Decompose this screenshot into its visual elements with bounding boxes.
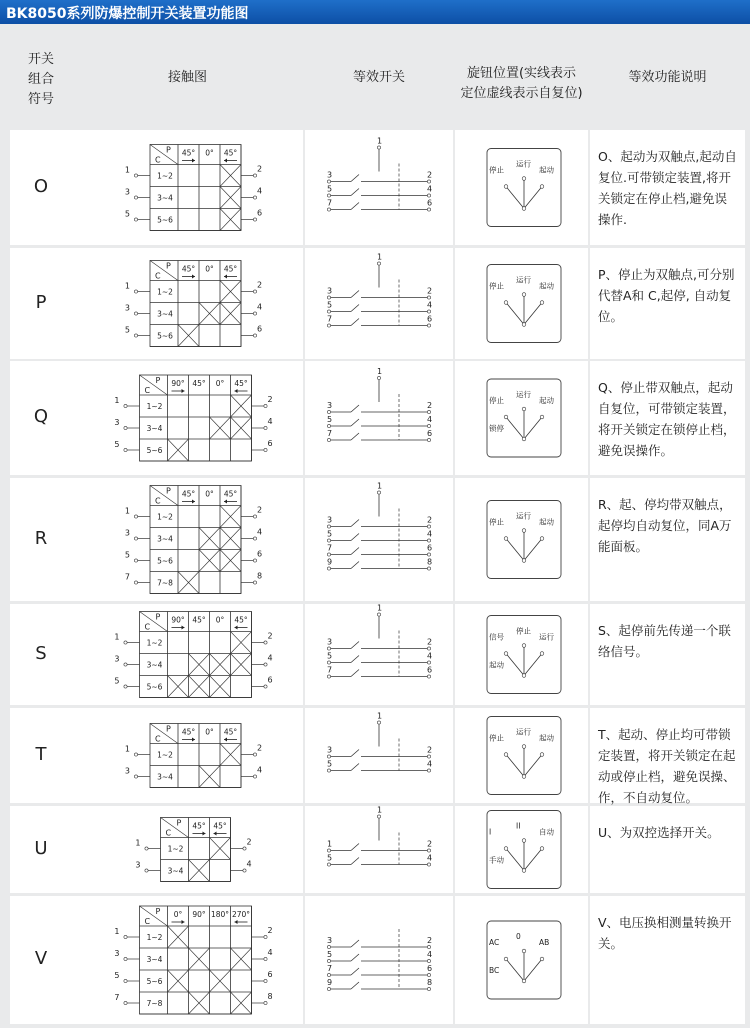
terminal-number: 4	[427, 853, 433, 863]
knob-label: 起动	[539, 165, 554, 175]
terminal-number: 2	[427, 286, 433, 296]
knob-label: 运行	[516, 159, 531, 169]
knob-label: 手动	[489, 855, 504, 865]
terminal-number: 1	[114, 632, 120, 642]
symbol-cell	[10, 806, 72, 893]
terminal-number: 6	[427, 429, 433, 438]
terminal-number: 1	[114, 927, 120, 936]
header-cell-switch	[305, 30, 453, 128]
terminal-number: 4	[257, 765, 263, 775]
contact-label: 5~6	[146, 446, 163, 455]
angle-label: 45°	[223, 148, 238, 158]
contact-label: 7~8	[146, 999, 163, 1008]
function-description: P、停止为双触点,可分别代替A和 C,起停, 自动复位。	[598, 267, 735, 324]
angle-label: 0°	[215, 615, 225, 625]
contact-diagram	[72, 604, 303, 705]
symbol-cell	[10, 361, 72, 475]
terminal-number: 8	[267, 992, 273, 1001]
contact-label: 1~2	[157, 171, 173, 181]
symbol-cell	[10, 708, 72, 803]
terminal-number: 4	[257, 302, 263, 312]
knob-label: 停止	[489, 733, 504, 743]
knob-label: 运行	[539, 632, 554, 642]
contact-label: 3~4	[146, 955, 163, 964]
angle-label: 45°	[234, 379, 248, 388]
angle-label: 90°	[171, 615, 185, 625]
angle-label: 45°	[181, 727, 196, 737]
terminal-number: 2	[427, 637, 433, 647]
knob-position-cell	[455, 708, 588, 803]
switch-symbol: V	[34, 948, 48, 969]
p-label: P	[166, 145, 171, 155]
terminal-number: 2	[427, 745, 433, 755]
terminal-number: 2	[246, 837, 252, 847]
knob-label: 0	[516, 932, 521, 941]
terminal-number: 3	[114, 654, 120, 664]
header-cell-function	[590, 30, 745, 128]
p-label: P	[155, 612, 161, 622]
terminal-number: 6	[257, 324, 263, 334]
knob-label: 起动	[489, 660, 504, 670]
symbol-cell	[10, 248, 72, 359]
function-description-cell	[590, 361, 745, 475]
terminal-number: 3	[124, 187, 130, 197]
terminal-number: 7	[327, 543, 333, 553]
terminal-number: 6	[257, 208, 263, 218]
terminal-number: 5	[327, 759, 333, 769]
header-function: 等效功能说明	[628, 70, 707, 85]
terminal-number: 8	[257, 571, 263, 581]
header-knob: 旋钮位置(实线表示 定位虚线表示自复位)	[460, 66, 583, 101]
equivalent-switch-diagram	[305, 708, 453, 803]
terminal-number: 4	[267, 948, 273, 957]
contact-label: 5~6	[157, 215, 173, 225]
contact-label: 3~4	[146, 660, 163, 670]
knob-label: 运行	[516, 511, 531, 521]
terminal-number: 4	[427, 300, 433, 310]
symbol-cell	[10, 478, 72, 601]
terminal-number: 6	[257, 549, 263, 559]
equivalent-switch-cell	[305, 708, 453, 803]
knob-position-cell	[455, 248, 588, 359]
terminal-number: 2	[257, 164, 263, 174]
terminal-number: 3	[114, 418, 120, 427]
terminal-number: 1	[124, 165, 130, 175]
terminal-number: 2	[257, 505, 263, 515]
switch-symbol: Q	[33, 406, 49, 427]
equivalent-switch-cell	[305, 478, 453, 601]
terminal-number: 2	[427, 936, 433, 945]
terminal-number: 7	[327, 314, 333, 324]
function-description-cell	[590, 708, 745, 803]
terminal-number: 7	[327, 198, 333, 208]
terminal-number: 8	[427, 557, 433, 567]
equivalent-switch-diagram	[305, 478, 453, 601]
terminal-number: 5	[327, 300, 333, 310]
c-label: C	[155, 734, 161, 744]
terminal-number: 1	[377, 603, 383, 613]
function-description: U、为双控选择开关。	[598, 825, 720, 840]
angle-label: 90°	[192, 910, 206, 919]
function-description: V、电压换相测量转换开关。	[598, 915, 732, 951]
terminal-number: 2	[257, 743, 263, 753]
angle-label: 0°	[205, 148, 214, 158]
switch-symbol: R	[34, 527, 48, 549]
terminal-number: 4	[257, 186, 263, 196]
knob-position-cell	[455, 604, 588, 705]
p-label: P	[155, 376, 161, 385]
switch-symbol: T	[35, 743, 47, 765]
knob-label: 停止	[489, 281, 504, 291]
contact-label: 1~2	[146, 638, 163, 648]
angle-label: 45°	[192, 821, 206, 831]
contact-label: 3~4	[157, 309, 173, 319]
contact-diagram-cell	[72, 248, 303, 359]
angle-label: 45°	[223, 489, 238, 499]
contact-label: 3~4	[157, 534, 173, 544]
contact-diagram-cell	[72, 806, 303, 893]
angle-label: 45°	[223, 264, 238, 274]
equivalent-switch-cell	[305, 130, 453, 245]
terminal-number: 2	[427, 170, 433, 180]
terminal-number: 3	[124, 303, 130, 313]
terminal-number: 1	[377, 711, 383, 721]
equivalent-switch-diagram	[305, 248, 453, 359]
terminal-number: 5	[327, 184, 333, 194]
angle-label: 45°	[181, 489, 196, 499]
equivalent-switch-diagram	[305, 896, 453, 1024]
contact-label: 5~6	[157, 331, 173, 341]
terminal-number: 3	[327, 637, 333, 647]
terminal-number: 1	[377, 252, 383, 262]
contact-diagram	[72, 896, 303, 1024]
terminal-number: 5	[124, 209, 130, 219]
knob-label: 运行	[516, 390, 531, 399]
terminal-number: 7	[327, 665, 333, 675]
terminal-number: 6	[267, 675, 273, 685]
function-description-cell	[590, 604, 745, 705]
function-description: R、起、停均带双触点，起停均自动复位，同A万能面板。	[598, 497, 732, 554]
knob-position-diagram	[455, 604, 588, 705]
function-description: T、起动、停止均可带锁定装置，将开关锁定在起动或停止档，避免误操、作，不自动复位。	[598, 727, 736, 805]
knob-label: 停止	[489, 517, 504, 527]
contact-diagram-cell	[72, 478, 303, 601]
terminal-number: 7	[124, 572, 130, 582]
terminal-number: 5	[114, 440, 120, 449]
knob-position-diagram	[455, 896, 588, 1024]
terminal-number: 4	[257, 527, 263, 537]
contact-diagram	[72, 361, 303, 475]
knob-label: AB	[539, 938, 550, 947]
knob-label: 自动	[539, 827, 554, 837]
terminal-number: 2	[267, 926, 273, 935]
page-title: BK8050系列防爆控制开关装置功能图	[6, 6, 249, 22]
symbol-cell	[10, 896, 72, 1024]
knob-label: 起动	[539, 281, 554, 291]
terminal-number: 6	[427, 964, 433, 973]
terminal-number: 2	[267, 631, 273, 641]
contact-diagram-cell	[72, 604, 303, 705]
knob-position-diagram	[455, 708, 588, 803]
function-description-cell	[590, 130, 745, 245]
contact-label: 1~2	[167, 844, 184, 854]
contact-diagram	[72, 130, 303, 245]
terminal-number: 3	[135, 860, 141, 870]
terminal-number: 4	[246, 859, 252, 869]
terminal-number: 6	[427, 543, 433, 553]
terminal-number: 2	[427, 515, 433, 525]
equivalent-switch-cell	[305, 896, 453, 1024]
terminal-number: 3	[327, 286, 333, 296]
terminal-number: 1	[377, 481, 383, 491]
angle-label: 0°	[205, 264, 214, 274]
knob-position-diagram	[455, 130, 588, 245]
knob-position-cell	[455, 130, 588, 245]
terminal-number: 1	[124, 744, 130, 754]
terminal-number: 3	[327, 515, 333, 525]
header-cell-symbol	[10, 30, 72, 128]
terminal-number: 4	[427, 950, 433, 959]
terminal-number: 4	[427, 651, 433, 661]
terminal-number: 6	[427, 314, 433, 324]
header-symbol: 开关 组合 符号	[27, 52, 54, 107]
terminal-number: 1	[124, 281, 130, 291]
c-label: C	[155, 155, 161, 165]
knob-position-cell	[455, 478, 588, 601]
angle-label: 45°	[192, 615, 206, 625]
knob-label: II	[516, 821, 521, 831]
equivalent-switch-diagram	[305, 361, 453, 475]
c-label: C	[144, 917, 151, 926]
contact-label: 1~2	[157, 287, 173, 297]
contact-diagram	[72, 806, 303, 893]
contact-label: 3~4	[167, 866, 184, 876]
contact-label: 1~2	[146, 933, 163, 942]
contact-diagram	[72, 248, 303, 359]
angle-label: 45°	[181, 264, 196, 274]
switch-symbol: S	[35, 642, 47, 664]
terminal-number: 1	[377, 136, 383, 146]
p-label: P	[176, 818, 182, 828]
terminal-number: 1	[114, 396, 120, 405]
p-label: P	[166, 486, 171, 496]
p-label: P	[155, 907, 161, 916]
terminal-number: 9	[327, 557, 333, 567]
angle-label: 0°	[205, 489, 214, 499]
equivalent-switch-diagram	[305, 130, 453, 245]
knob-label: 起动	[539, 733, 554, 743]
terminal-number: 3	[327, 936, 333, 945]
terminal-number: 6	[427, 665, 433, 675]
terminal-number: 1	[377, 367, 383, 376]
knob-position-cell	[455, 806, 588, 893]
knob-label: 起动	[539, 517, 554, 527]
terminal-number: 5	[114, 971, 120, 980]
terminal-number: 6	[267, 970, 273, 979]
equivalent-switch-diagram	[305, 604, 453, 705]
terminal-number: 3	[124, 528, 130, 538]
contact-diagram	[72, 708, 303, 803]
terminal-number: 4	[427, 759, 433, 769]
equivalent-switch-cell	[305, 248, 453, 359]
angle-label: 270°	[231, 910, 251, 919]
switch-symbol: O	[33, 175, 49, 197]
equivalent-switch-diagram	[305, 806, 453, 893]
terminal-number: 7	[114, 993, 120, 1002]
terminal-number: 4	[427, 415, 433, 424]
terminal-number: 7	[327, 429, 333, 438]
contact-label: 5~6	[146, 682, 163, 692]
function-description-cell	[590, 896, 745, 1024]
contact-label: 7~8	[157, 578, 173, 588]
terminal-number: 4	[267, 417, 273, 426]
angle-label: 0°	[173, 910, 183, 919]
contact-diagram-cell	[72, 361, 303, 475]
knob-label: 信号	[489, 632, 504, 642]
terminal-number: 5	[327, 415, 333, 424]
terminal-number: 6	[267, 439, 273, 448]
angle-label: 45°	[234, 615, 248, 625]
terminal-number: 3	[124, 766, 130, 776]
angle-label: 45°	[213, 821, 227, 831]
terminal-number: 5	[327, 529, 333, 539]
c-label: C	[144, 622, 151, 632]
function-description-cell	[590, 248, 745, 359]
terminal-number: 1	[135, 838, 141, 848]
terminal-number: 7	[327, 964, 333, 973]
terminal-number: 3	[327, 170, 333, 180]
terminal-number: 5	[124, 325, 130, 335]
switch-symbol: P	[35, 291, 47, 313]
contact-diagram-cell	[72, 708, 303, 803]
p-label: P	[166, 724, 171, 734]
angle-label: 0°	[205, 727, 214, 737]
symbol-cell	[10, 130, 72, 245]
knob-position-diagram	[455, 248, 588, 359]
knob-label: BC	[489, 966, 500, 975]
knob-label: 停止	[489, 396, 504, 405]
c-label: C	[155, 496, 161, 506]
equivalent-switch-cell	[305, 604, 453, 705]
c-label: C	[144, 386, 151, 395]
contact-label: 1~2	[157, 750, 173, 760]
title-bar	[0, 0, 750, 24]
terminal-number: 4	[427, 529, 433, 539]
terminal-number: 2	[427, 401, 433, 410]
symbol-cell	[10, 604, 72, 705]
knob-label: 停止	[489, 165, 504, 175]
function-description: O、起动为双触点,起动自复位.可带锁定装置,将开关锁定在停止档,避免误操作.	[598, 149, 737, 227]
terminal-number: 6	[427, 198, 433, 208]
terminal-number: 3	[327, 401, 333, 410]
angle-label: 45°	[192, 379, 206, 388]
header-cell-contact	[72, 30, 303, 128]
equivalent-switch-cell	[305, 806, 453, 893]
knob-label: 起动	[539, 396, 554, 405]
contact-diagram	[72, 478, 303, 601]
p-label: P	[166, 261, 171, 271]
terminal-number: 5	[114, 676, 120, 686]
terminal-number: 3	[327, 745, 333, 755]
header-switch: 等效开关	[352, 70, 405, 85]
terminal-number: 4	[427, 184, 433, 194]
equivalent-switch-cell	[305, 361, 453, 475]
contact-label: 5~6	[146, 977, 163, 986]
header-contact: 接触图	[167, 70, 207, 85]
contact-label: 3~4	[146, 424, 163, 433]
function-description: Q、停止带双触点，起动自复位，可带锁定装置，将开关锁定在锁停止档，避免误操作。	[598, 380, 736, 458]
knob-position-diagram	[455, 478, 588, 601]
knob-position-diagram	[455, 361, 588, 475]
c-label: C	[165, 828, 172, 838]
terminal-number: 1	[124, 506, 130, 516]
angle-label: 180°	[210, 910, 230, 919]
contact-label: 1~2	[146, 402, 163, 411]
knob-position-cell	[455, 896, 588, 1024]
function-description-cell	[590, 806, 745, 893]
switch-symbol: U	[34, 837, 48, 859]
knob-label: 锁停	[489, 424, 504, 433]
knob-label: I	[489, 827, 492, 837]
terminal-number: 4	[267, 653, 273, 663]
contact-label: 5~6	[157, 556, 173, 566]
knob-label: 运行	[516, 727, 531, 737]
terminal-number: 8	[427, 978, 433, 987]
knob-position-diagram	[455, 806, 588, 893]
function-description-cell	[590, 478, 745, 601]
terminal-number: 2	[427, 839, 433, 849]
contact-label: 3~4	[157, 193, 173, 203]
angle-label: 45°	[223, 727, 238, 737]
terminal-number: 1	[377, 805, 383, 815]
knob-label: 运行	[516, 275, 531, 285]
contact-label: 3~4	[157, 772, 173, 782]
knob-label: AC	[489, 938, 500, 947]
terminal-number: 3	[114, 949, 120, 958]
c-label: C	[155, 271, 161, 281]
terminal-number: 2	[267, 395, 273, 404]
contact-diagram-cell	[72, 130, 303, 245]
terminal-number: 1	[327, 839, 333, 849]
angle-label: 90°	[171, 379, 185, 388]
knob-label: 停止	[516, 626, 531, 636]
angle-label: 0°	[215, 379, 225, 388]
terminal-number: 5	[327, 651, 333, 661]
terminal-number: 5	[124, 550, 130, 560]
terminal-number: 9	[327, 978, 333, 987]
contact-diagram-cell	[72, 896, 303, 1024]
angle-label: 45°	[181, 148, 196, 158]
terminal-number: 5	[327, 853, 333, 863]
contact-label: 1~2	[157, 512, 173, 522]
function-description: S、起停前先传递一个联络信号。	[598, 623, 731, 659]
terminal-number: 2	[257, 280, 263, 290]
knob-position-cell	[455, 361, 588, 475]
terminal-number: 5	[327, 950, 333, 959]
header-cell-knob	[455, 30, 588, 128]
